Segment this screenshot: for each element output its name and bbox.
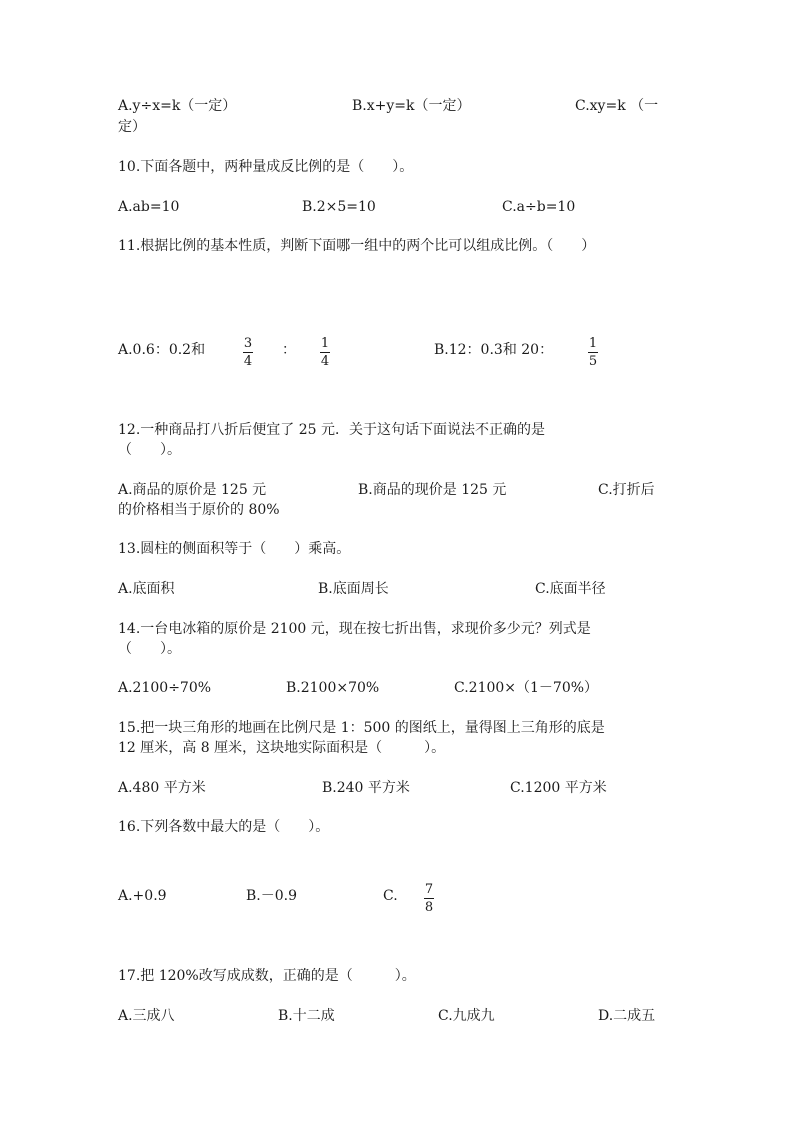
q10-option-b[interactable]: B.2×5=10: [302, 199, 376, 215]
q16-option-a[interactable]: A.+0.9: [118, 888, 167, 904]
q10-option-a[interactable]: A.ab=10: [118, 199, 180, 215]
fraction-numerator: 7: [424, 882, 434, 897]
q12-stem: 12.一种商品打八折后便宜了 25 元．关于这句话下面说法不正确的是: [118, 422, 545, 438]
q11-a-ratio-colon: ：: [282, 342, 296, 358]
q9-option-c-continued: 定）: [118, 119, 146, 135]
q10-option-c[interactable]: C.a÷b=10: [502, 199, 576, 215]
q9-option-b[interactable]: B.x+y=k（一定）: [352, 98, 471, 114]
q12-option-c-continued: 的价格相当于原价的 80%: [118, 502, 280, 518]
q15-option-b[interactable]: B.240 平方米: [322, 780, 410, 796]
fraction-denominator: 5: [588, 354, 598, 369]
q14-option-c[interactable]: C.2100×（1－70%）: [454, 680, 599, 696]
q13-option-b[interactable]: B.底面周长: [318, 581, 389, 597]
q15-option-c[interactable]: C.1200 平方米: [510, 780, 607, 796]
q11-stem: 11.根据比例的基本性质，判断下面哪一组中的两个比可以组成比例。（ ）: [118, 238, 596, 254]
q17-option-b[interactable]: B.十二成: [278, 1008, 335, 1024]
fraction-bar: [588, 352, 598, 353]
q13-stem: 13.圆柱的侧面积等于（ ）乘高。: [118, 541, 351, 557]
fraction-bar: [320, 352, 330, 353]
q11-b-fraction: [588, 336, 598, 369]
q14-stem: 14.一台电冰箱的原价是 2100 元，现在按七折出售，求现价多少元？列式是: [118, 621, 591, 637]
q12-option-a[interactable]: A.商品的原价是 125 元: [118, 482, 267, 498]
q14-option-a[interactable]: A.2100÷70%: [118, 680, 212, 696]
q16-option-c[interactable]: C.: [383, 888, 398, 904]
q16-stem: 16.下列各数中最大的是（ ）。: [118, 819, 330, 835]
fraction-denominator: 4: [320, 354, 330, 369]
q10-stem: 10.下面各题中，两种量成反比例的是（ ）。: [118, 159, 414, 175]
fraction-denominator: 4: [243, 354, 253, 369]
q17-option-c[interactable]: C.九成九: [438, 1008, 495, 1024]
fraction-numerator: 1: [588, 336, 598, 351]
q15-stem-continued: 12 厘米，高 8 厘米，这块地实际面积是（ ）。: [118, 740, 446, 756]
q12-option-c[interactable]: C.打折后: [598, 482, 655, 498]
q14-option-b[interactable]: B.2100×70%: [286, 680, 380, 696]
q11-option-b[interactable]: B.12：0.3和 20：: [434, 342, 554, 358]
q13-option-c[interactable]: C.底面半径: [535, 581, 606, 597]
q11-a-fraction-1: [243, 336, 253, 369]
q12-option-b[interactable]: B.商品的现价是 125 元: [358, 482, 507, 498]
q15-stem: 15.把一块三角形的地画在比例尺是 1：500 的图纸上，量得图上三角形的底是: [118, 720, 605, 736]
fraction-numerator: 3: [243, 336, 253, 351]
q16-c-fraction: [424, 882, 434, 915]
fraction-numerator: 1: [320, 336, 330, 351]
q16-option-b[interactable]: B.－0.9: [246, 888, 298, 904]
fraction-denominator: 8: [424, 900, 434, 915]
q9-option-c[interactable]: C.xy=k （一: [575, 98, 659, 114]
q13-option-a[interactable]: A.底面积: [118, 581, 175, 597]
q14-stem-continued: （ ）。: [118, 641, 181, 657]
q17-option-d[interactable]: D.二成五: [598, 1008, 656, 1024]
fraction-bar: [243, 352, 253, 353]
q11-a-fraction-2: [320, 336, 330, 369]
q15-option-a[interactable]: A.480 平方米: [118, 780, 206, 796]
q17-option-a[interactable]: A.三成八: [118, 1008, 175, 1024]
q12-stem-continued: （ ）。: [118, 442, 181, 458]
fraction-bar: [424, 898, 434, 899]
q17-stem: 17.把 120%改写成成数，正确的是（ ）。: [118, 968, 416, 984]
q11-option-a[interactable]: A.0.6：0.2和: [118, 342, 206, 358]
q9-option-a[interactable]: A.y÷x=k（一定）: [118, 98, 237, 114]
